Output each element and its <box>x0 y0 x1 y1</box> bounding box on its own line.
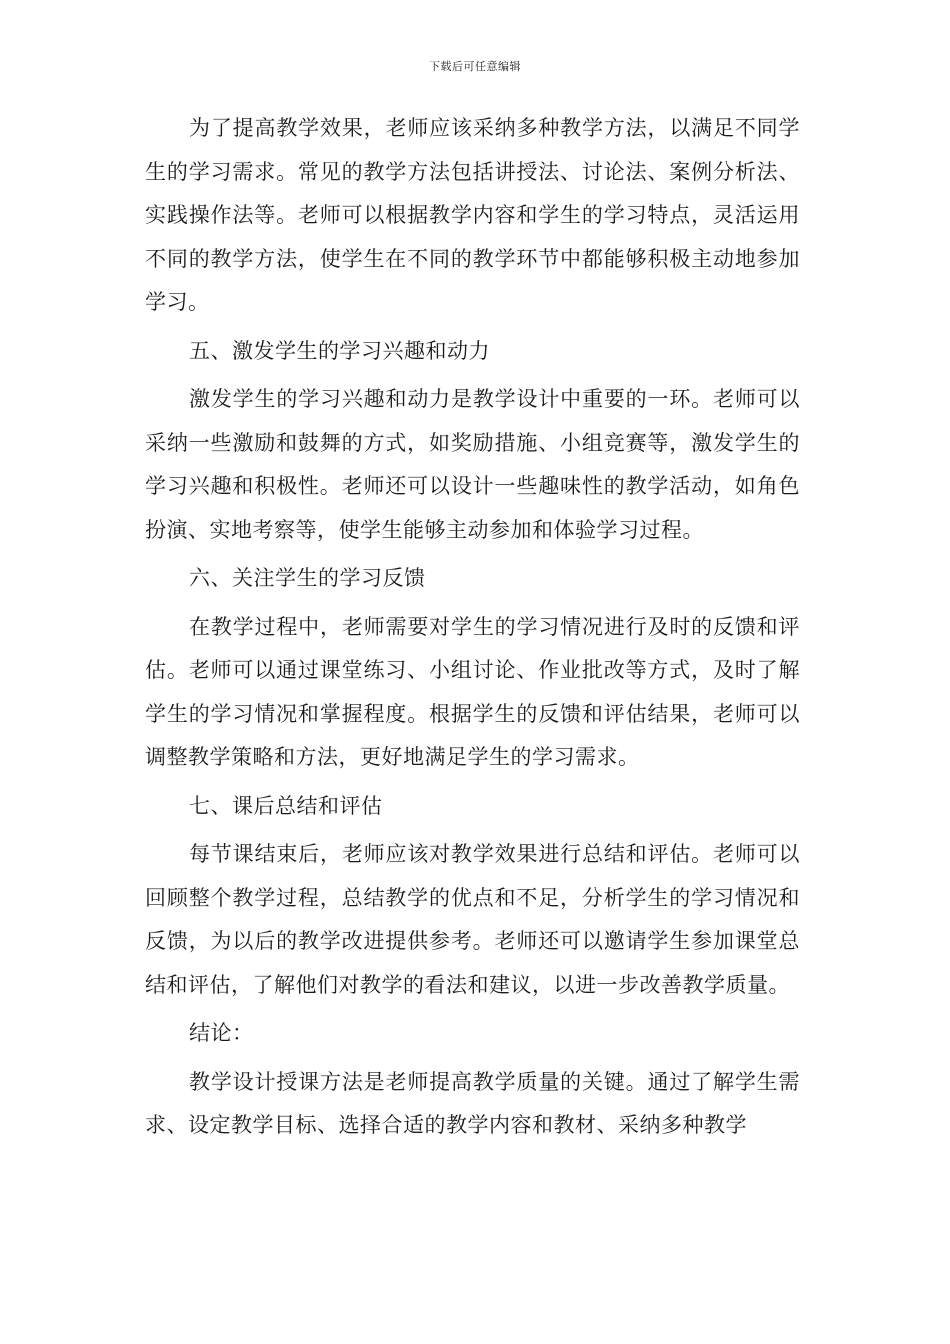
section-heading-6: 六、关注学生的学习反馈 <box>189 566 426 590</box>
section-heading-5: 五、激发学生的学习兴趣和动力 <box>189 338 490 363</box>
paragraph-feedback: 在教学过程中，老师需要对学生的学习情况进行及时的反馈和评估。老师可以通过课堂练习、小组讨论、作业批改等方式，及时了解学生的学习情况和掌握程度。根据学生的反馈和评估结果，老师可以调整教学策略和方法，更好地满足学生的学习需求。 <box>145 614 800 769</box>
paragraph-teaching-methods: 为了提高教学效果，老师应该采纳多种教学方法，以满足不同学生的学习需求。常见的教学方法包括讲授法、讨论法、案例分析法、实践操作法等。老师可以根据教学内容和学生的学习特点，灵活运用不同的教学方法，使学生在不同的教学环节中都能够积极主动地参加学习。 <box>145 116 800 314</box>
paragraph-summary: 每节课结束后，老师应该对教学效果进行总结和评估。老师可以回顾整个教学过程，总结教学的优点和不足，分析学生的学习情况和反馈，为以后的教学改进提供参考。老师还可以邀请学生参加课堂总结和评估，了解他们对教学的看法和建议，以进一步改善教学质量。 <box>145 842 800 997</box>
document-body <box>145 107 800 1153</box>
paragraph-conclusion: 教学设计授课方法是老师提高教学质量的关键。通过了解学生需求、设定教学目标、选择合适的教学内容和教材、采纳多种教学 <box>145 1069 800 1137</box>
paragraph-motivation: 激发学生的学习兴趣和动力是教学设计中重要的一环。老师可以采纳一些激励和鼓舞的方式，如奖励措施、小组竞赛等，激发学生的学习兴趣和积极性。老师还可以设计一些趣味性的教学活动，如角色扮演、实地考察等，使学生能够主动参加和体验学习过程。 <box>145 387 800 542</box>
conclusion-heading: 结论： <box>189 1021 254 1045</box>
section-heading-7: 七、课后总结和评估 <box>189 793 383 818</box>
page-header-note: 下载后可任意编辑 <box>429 60 521 73</box>
